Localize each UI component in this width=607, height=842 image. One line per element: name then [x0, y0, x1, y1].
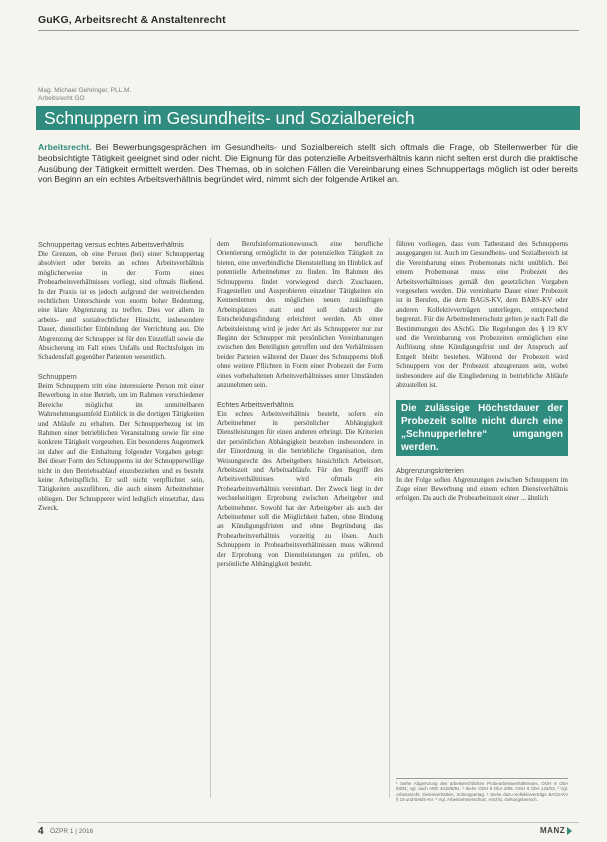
- page-number: 4: [38, 826, 44, 837]
- lead-text: Bei Bewerbungsgesprächen im Gesundheits- und Sozialbereich stellt sich oftmals die Frage, ob Stellenwerber für die beobsichtigte Tätigkeit geeignet sind oder nicht. Die Eignung für das potenzielle Arbeitsverhältnis kann nicht selten erst durch die praktische Ausübung der Tätigkeit ermittelt werden. Des Themas, ob in solchen Fällen die Vereinbarung eines Schnuppertags möglich ist oder bereits von Beginn an ein echtes Arbeitsverhältnis begründet wird, nimmt sich der folgende Artikel an.: [38, 142, 578, 185]
- publisher-name: MANZ: [540, 826, 566, 835]
- footnotes: ¹ Siehe Abgrenzung des arbeitsrechtlichen Probearbeitsverhältnisses, OGH 9 ObA 93/91; vgl. auch ARD 4318/8/91. ² Siehe OGH 8 ObA 2/95, OGH 9 ObA 123/03. ³ Vgl. Arbeitsrecht, Dienstverhältnis, Schnuppertag. ⁴ Siehe dazu Kollektivverträge BAGS-KV § 19 und BABS-KV. ⁵ Vgl. Arbeitnehmerschutz, ASchG, Geltungsbereich.: [396, 778, 568, 803]
- paragraph: Beim Schnuppern tritt eine interessierte Person mit einer Bewerbung in eine Betrieb, um im Rahmen verschiedener Bereiche möglichst im unmittelbaren Wahrnehmungsumfeld Einblick in die dortigen Tätigkeiten und Abläufe zu erhalten. Der Schnupperbezug ist im Rahmen einer betrieblichen Veranstaltung sowie für eine konkrete Tätigkeit vorgesehen. Ein besonderes Augenmerk ist daher auf die Einhaltung folgender Vorgaben gelegt: Bei dieser Form des Schnupperns ist der Schnupperwillige nicht in den Betriebsablauf einzubeziehen und es besteht keine Arbeitspflicht. Er soll nicht verpflichtet sein, Tätigkeiten auszuführen, die auch einem Arbeitnehmer obliegen. Der Schnupperer wird lediglich einsetzbar, dass Zweck.: [38, 381, 204, 513]
- publisher-logo: [540, 826, 572, 835]
- lead-kicker: Arbeitsrecht.: [38, 142, 92, 152]
- title-banner: [36, 106, 580, 130]
- column-1: [38, 240, 204, 523]
- subheading: Abgrenzungskriterien: [396, 465, 464, 475]
- subheading: Schnuppern: [38, 371, 77, 381]
- column-divider: [210, 238, 211, 798]
- footer-divider: [38, 822, 579, 823]
- column-divider: [389, 238, 390, 798]
- paragraph: dem Berufsinformationswunsch eine berufliche Orientierung ermöglicht in der potenziellen Tätigkeit zu bieten, eine unverbindliche Dienststellung im Hinblick auf potentielle Arbeitnehmer zu finden. Im Rahmen des Schnupperns findet vorwiegend durch Zuschauen, Fragestellen und Ausprobieren einzelner Tätigkeiten ein Kennenlernen des möglichen neuen zukünftigen Arbeitsplatzes statt und soll dadurch die Entscheidungsfindung erleichtert werden. Ab einer Arbeitsleistung wird je jeder Art als Schnupperer nur zur Beginn der Schnupper mit persönlichen Vereinbarungen zwischen den Beteiligten getroffen und den Verhältnissen beider Parteien während der Dauer des Schnupperns bloß ohne weitere Pflichten in Form einer Probezeit der Form eines vorbehaltenen Arbeitsverhältnisses unter Umständen anzunehmen sein.: [217, 240, 383, 390]
- lead-paragraph: [38, 142, 578, 185]
- publisher-mark-icon: [567, 827, 572, 835]
- journal-issue: ÖZPR 1 | 2016: [50, 828, 94, 835]
- author-name: Mag. Michael Gehringer, PLL.M.: [38, 87, 132, 94]
- author-affiliation: Arbeitsrecht GO: [38, 95, 85, 102]
- paragraph: Ein echtes Arbeitsverhältnis besteht, sofern ein Arbeitnehmer in persönlicher Abhängigkeit Dienstleistungen für einen anderen erbringt. Die Kriterien der persönlichen Abhängigkeit bestehen insbesondere in der Einordnung in die betriebliche Organisation, dem Weisungsrecht des Arbeitgebers hinsichtlich Arbeitsort, Arbeitszeit und Arbeitsabläufe. Für den Begriff des Arbeitsverhältnisses wird oftmals ein Probearbeitsverhältnis vereinbart. Der Zweck liegt in der wechselseitigen Erprobung zwischen Arbeitgeber und Arbeitnehmer. Sowohl hat der Arbeitgeber als auch der Arbeitnehmer soll die Möglichkeit haben, ohne Bindung an Kündigungsfristen und ohne Begründung das Probearbeitsverhältnis vorzeitig zu lösen. Auch Schnuppern in Probearbeitsverhältnissen muss während der Erprobung von Dienstleistungen zu prüfen, ob persönliche Abhängigkeit besteht.: [217, 409, 383, 568]
- column-2: [217, 240, 383, 578]
- article-title: Schnuppern im Gesundheits- und Sozialbereich: [44, 108, 415, 128]
- author-info: [38, 87, 131, 103]
- running-head: GuKG, Arbeitsrecht & Anstaltenrecht: [38, 14, 226, 26]
- header-divider: [38, 30, 579, 31]
- subheading: Schnuppertag versus echtes Arbeitsverhältnis: [38, 240, 184, 249]
- paragraph: führen vorliegen, dass vom Tatbestand des Schnupperns ausgegangen ist. Auch im Gesundheits- und Sozialbereich ist die Vereinbarung eines Probemonats nicht unüblich. Bei einem Probemonat muss eine Probezeit des Arbeitsverhältnisses gemäß den gesetzlichen Vorgaben vorgesehen werden. Die vereinbarte Dauer einer Probezeit ist in Berufen, die dem BAGS-KV, dem BABS-KV oder anderen Kollektivverträgen unterliegen, entsprechend begrenzt. Für die Arbeitnehmerschutz gelten je nach Fall die Bestimmungen des ASchG. Die Regelungen des § 19 KV und die Vereinbarung von Probezeiten ermöglichen eine Auflösung ohne Kündigungsfrist und der Anspruch auf Entgelt bleibt bestehen. Während der Probezeit wird Schnuppern von der Probezeit abzugrenzen sein, wobei insbesondere auf die Eingliederung in betriebliche Abläufe abzustellen ist.: [396, 240, 568, 390]
- pull-quote: Die zulässige Höchstdauer der Probezeit sollte nicht durch eine „Schnupperlehre“ umgangen werden.: [396, 400, 568, 456]
- paragraph: Die Grenzen, ob eine Person (bei) einer Schnuppertag absolviert oder bereits an echtes Arbeitsverhältnis möglicherweise in der Form eines Probearbeitsverhältnisses vorliegt, sind oftmals fließend. In der Praxis ist es jedoch aufgrund der weitreichenden rechtlichen Unterschiede von enorm hoher Bedeutung, eine klare Abgrenzung zu treffen. Dies vor allem in arbeits- und sozialrechtlicher Hinsicht, insbesondere Dauer, dienstlicher Einbindung der Verrichtung aus. Die Abgrenzung der Schnupper ist für den Einzelfall sowie die Absicherung im Fall eines Unfalls und Rechtsfolgen im Schadensfall gegenüber Patienten wesentlich.: [38, 250, 204, 362]
- paragraph: In der Folge sollen Abgrenzungen zwischen Schnuppern im Zuge einer Bewerbung und einem echten Dienstverhältnis erfolgen. Da auch die Probearbeitszeit einer ... ähnlich: [396, 475, 568, 503]
- subheading: Echtes Arbeitsverhältnis: [217, 399, 294, 409]
- column-3: [396, 240, 568, 513]
